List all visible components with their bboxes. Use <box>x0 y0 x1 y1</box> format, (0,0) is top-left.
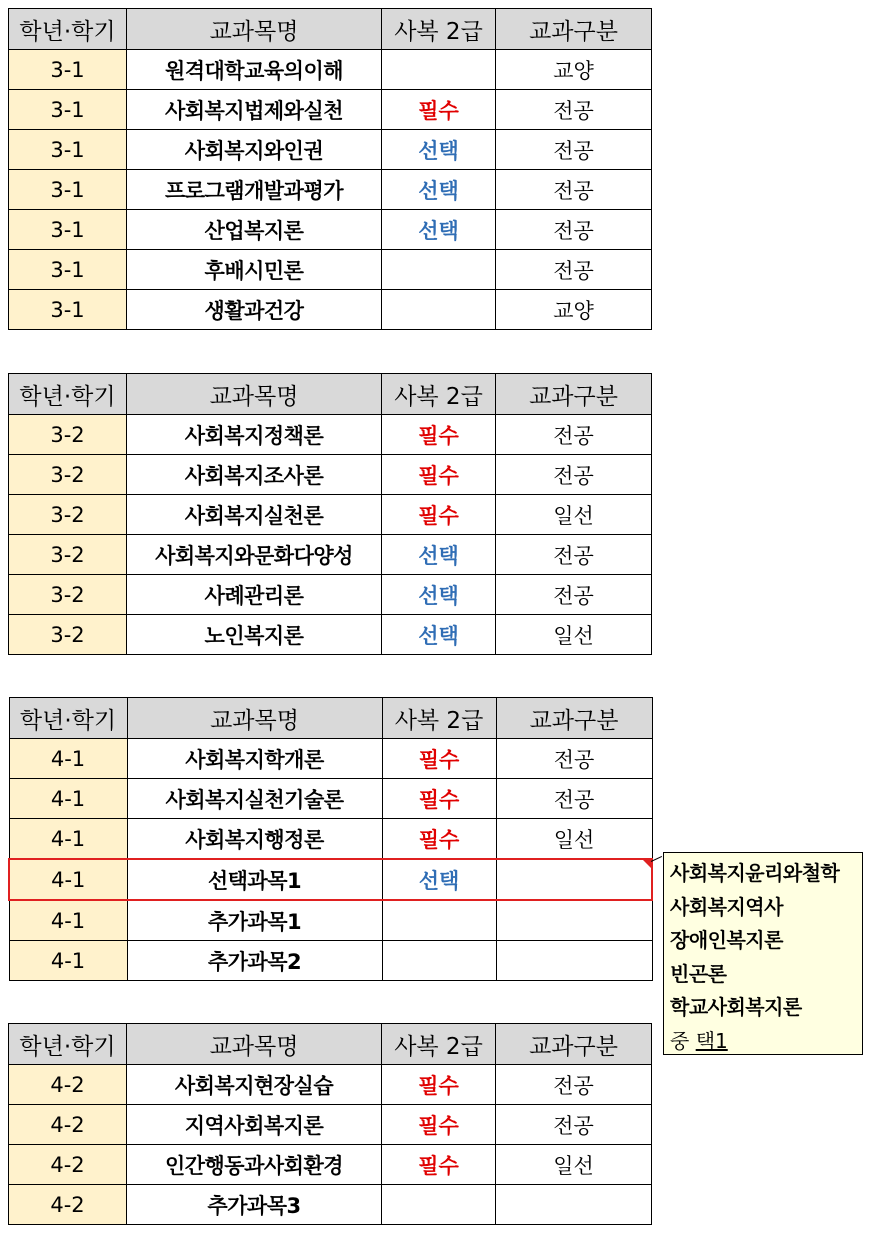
semester-cell[interactable]: 4-2 <box>9 1065 127 1105</box>
requirement-cell[interactable]: 필수 <box>382 495 496 535</box>
category-cell[interactable]: 전공 <box>496 535 652 575</box>
semester-cell[interactable]: 3-2 <box>9 495 127 535</box>
semester-cell[interactable]: 3-1 <box>9 250 127 290</box>
requirement-cell[interactable]: 필수 <box>382 779 496 819</box>
table-row <box>9 1185 652 1225</box>
header-category[interactable]: 교과구분 <box>496 1024 652 1065</box>
requirement-cell[interactable]: 필수 <box>382 415 496 455</box>
table-row <box>9 130 652 170</box>
course-table-3-2 <box>8 373 652 655</box>
requirement-cell[interactable]: 선택 <box>382 170 496 210</box>
semester-cell[interactable]: 3-1 <box>9 90 127 130</box>
table-row <box>9 1145 652 1185</box>
header-sw-level2[interactable]: 사복 2급 <box>382 374 496 415</box>
table-row <box>9 1105 652 1145</box>
requirement-cell[interactable]: 선택 <box>382 859 496 900</box>
table-row <box>9 495 652 535</box>
course-name-cell[interactable]: 생활과건강 <box>127 290 382 330</box>
category-cell[interactable]: 교양 <box>496 50 652 90</box>
table-row <box>9 50 652 90</box>
comment-line: 사회복지윤리와철학 <box>670 861 840 885</box>
course-name-cell[interactable]: 사회복지실천기술론 <box>127 779 382 819</box>
header-category[interactable]: 교과구분 <box>496 698 652 739</box>
semester-cell[interactable]: 3-2 <box>9 615 127 655</box>
category-cell[interactable]: 전공 <box>496 90 652 130</box>
header-row <box>9 1024 652 1065</box>
semester-cell[interactable]: 3-2 <box>9 535 127 575</box>
course-name-cell[interactable]: 사회복지학개론 <box>127 739 382 779</box>
table-row <box>9 415 652 455</box>
category-cell[interactable]: 일선 <box>496 1145 652 1185</box>
header-course-name[interactable]: 교과목명 <box>127 1024 382 1065</box>
semester-cell[interactable]: 4-1 <box>9 819 127 860</box>
course-name-cell[interactable]: 사회복지와인권 <box>127 130 382 170</box>
requirement-cell[interactable]: 필수 <box>382 739 496 779</box>
semester-cell[interactable]: 3-1 <box>9 210 127 250</box>
header-sw-level2[interactable]: 사복 2급 <box>382 698 496 739</box>
table-row <box>9 210 652 250</box>
category-cell[interactable]: 교양 <box>496 290 652 330</box>
requirement-cell[interactable] <box>382 900 496 941</box>
course-name-cell[interactable]: 노인복지론 <box>127 615 382 655</box>
table-row <box>9 90 652 130</box>
course-name-cell[interactable]: 인간행동과사회환경 <box>127 1145 382 1185</box>
category-cell[interactable]: 전공 <box>496 250 652 290</box>
requirement-cell[interactable]: 선택 <box>382 575 496 615</box>
course-table-3-1 <box>8 8 652 330</box>
category-cell[interactable]: 전공 <box>496 455 652 495</box>
requirement-cell[interactable]: 필수 <box>382 455 496 495</box>
semester-cell[interactable]: 3-1 <box>9 170 127 210</box>
table-row <box>9 455 652 495</box>
header-course-name[interactable]: 교과목명 <box>127 374 382 415</box>
header-course-name[interactable]: 교과목명 <box>127 9 382 50</box>
category-cell[interactable]: 전공 <box>496 739 652 779</box>
requirement-cell[interactable]: 필수 <box>382 90 496 130</box>
semester-cell[interactable]: 3-2 <box>9 575 127 615</box>
header-row <box>9 374 652 415</box>
course-name-cell[interactable]: 후배시민론 <box>127 250 382 290</box>
semester-cell[interactable]: 4-2 <box>9 1105 127 1145</box>
table-row <box>9 1065 652 1105</box>
requirement-cell[interactable]: 선택 <box>382 535 496 575</box>
course-name-cell[interactable]: 추가과목3 <box>127 1185 382 1225</box>
table-row <box>9 615 652 655</box>
course-name-cell[interactable]: 추가과목1 <box>127 900 382 941</box>
course-table-4-2 <box>8 1023 652 1225</box>
table-row <box>9 900 652 941</box>
header-category[interactable]: 교과구분 <box>496 9 652 50</box>
course-name-cell[interactable]: 사회복지정책론 <box>127 415 382 455</box>
requirement-cell[interactable]: 필수 <box>382 1145 496 1185</box>
category-cell[interactable]: 전공 <box>496 170 652 210</box>
course-name-cell[interactable]: 선택과목1 <box>127 859 382 900</box>
requirement-cell[interactable]: 선택 <box>382 210 496 250</box>
semester-cell[interactable]: 4-1 <box>9 941 127 981</box>
requirement-cell[interactable]: 필수 <box>382 1105 496 1145</box>
course-name-cell[interactable]: 산업복지론 <box>127 210 382 250</box>
table-row <box>9 779 652 819</box>
course-name-cell[interactable]: 사회복지조사론 <box>127 455 382 495</box>
table-row <box>9 819 652 860</box>
header-semester[interactable]: 학년·학기 <box>9 1024 127 1065</box>
requirement-cell[interactable]: 선택 <box>382 615 496 655</box>
cell-comment[interactable] <box>663 852 863 1055</box>
comment-line: 빈곤론 <box>670 961 727 986</box>
semester-cell[interactable]: 4-1 <box>9 859 127 900</box>
course-name-cell[interactable]: 프로그램개발과평가 <box>127 170 382 210</box>
semester-cell[interactable]: 3-1 <box>9 290 127 330</box>
comment-line: 학교사회복지론 <box>670 995 802 1019</box>
comment-line: 사회복지역사 <box>670 894 783 919</box>
header-semester[interactable]: 학년·학기 <box>9 9 127 50</box>
course-name-cell[interactable]: 사회복지와문화다양성 <box>127 535 382 575</box>
requirement-cell[interactable] <box>382 1185 496 1225</box>
semester-cell[interactable]: 3-2 <box>9 415 127 455</box>
table-row <box>9 575 652 615</box>
requirement-cell[interactable]: 필수 <box>382 819 496 860</box>
table-row <box>9 170 652 210</box>
table-row <box>9 859 652 900</box>
category-cell[interactable]: 전공 <box>496 1105 652 1145</box>
semester-cell[interactable]: 3-2 <box>9 455 127 495</box>
semester-cell[interactable]: 4-2 <box>9 1145 127 1185</box>
comment-footer <box>670 1025 862 1058</box>
comment-footer-choice: 택1 <box>695 1028 728 1053</box>
category-cell[interactable] <box>496 859 652 900</box>
requirement-cell[interactable] <box>382 290 496 330</box>
category-cell[interactable]: 전공 <box>496 1065 652 1105</box>
semester-cell[interactable]: 3-1 <box>9 50 127 90</box>
category-cell[interactable]: 전공 <box>496 130 652 170</box>
category-cell[interactable]: 전공 <box>496 415 652 455</box>
course-name-cell[interactable]: 지역사회복지론 <box>127 1105 382 1145</box>
header-row <box>9 698 652 739</box>
table-row <box>9 941 652 981</box>
header-semester[interactable]: 학년·학기 <box>9 374 127 415</box>
course-name-cell[interactable]: 사회복지법제와실천 <box>127 90 382 130</box>
table-row <box>9 739 652 779</box>
requirement-cell[interactable] <box>382 250 496 290</box>
category-cell[interactable]: 전공 <box>496 575 652 615</box>
requirement-cell[interactable]: 필수 <box>382 1065 496 1105</box>
category-cell[interactable]: 일선 <box>496 495 652 535</box>
category-cell[interactable] <box>496 941 652 981</box>
course-name-cell[interactable]: 추가과목2 <box>127 941 382 981</box>
course-name-cell[interactable]: 원격대학교육의이해 <box>127 50 382 90</box>
category-cell[interactable]: 전공 <box>496 210 652 250</box>
table-row <box>9 535 652 575</box>
table-row <box>9 290 652 330</box>
comment-line: 장애인복지론 <box>670 928 783 952</box>
semester-cell[interactable]: 3-1 <box>9 130 127 170</box>
semester-cell[interactable]: 4-1 <box>9 900 127 941</box>
course-table-4-1 <box>8 697 653 981</box>
header-row <box>9 9 652 50</box>
category-cell[interactable]: 일선 <box>496 615 652 655</box>
semester-cell[interactable]: 4-2 <box>9 1185 127 1225</box>
table-row <box>9 250 652 290</box>
header-semester[interactable]: 학년·학기 <box>9 698 127 739</box>
header-sw-level2[interactable]: 사복 2급 <box>382 1024 496 1065</box>
requirement-cell[interactable] <box>382 50 496 90</box>
header-sw-level2[interactable]: 사복 2급 <box>382 9 496 50</box>
category-cell[interactable] <box>496 1185 652 1225</box>
requirement-cell[interactable] <box>382 941 496 981</box>
category-cell[interactable] <box>496 900 652 941</box>
category-cell[interactable]: 전공 <box>496 779 652 819</box>
comment-footer-prefix: 중 <box>670 1028 696 1053</box>
header-course-name[interactable]: 교과목명 <box>127 698 382 739</box>
requirement-cell[interactable]: 선택 <box>382 130 496 170</box>
course-name-cell[interactable]: 사회복지실천론 <box>127 495 382 535</box>
semester-cell[interactable]: 4-1 <box>9 779 127 819</box>
category-cell[interactable]: 일선 <box>496 819 652 860</box>
semester-cell[interactable]: 4-1 <box>9 739 127 779</box>
course-name-cell[interactable]: 사례관리론 <box>127 575 382 615</box>
header-category[interactable]: 교과구분 <box>496 374 652 415</box>
course-name-cell[interactable]: 사회복지현장실습 <box>127 1065 382 1105</box>
course-name-cell[interactable]: 사회복지행정론 <box>127 819 382 860</box>
